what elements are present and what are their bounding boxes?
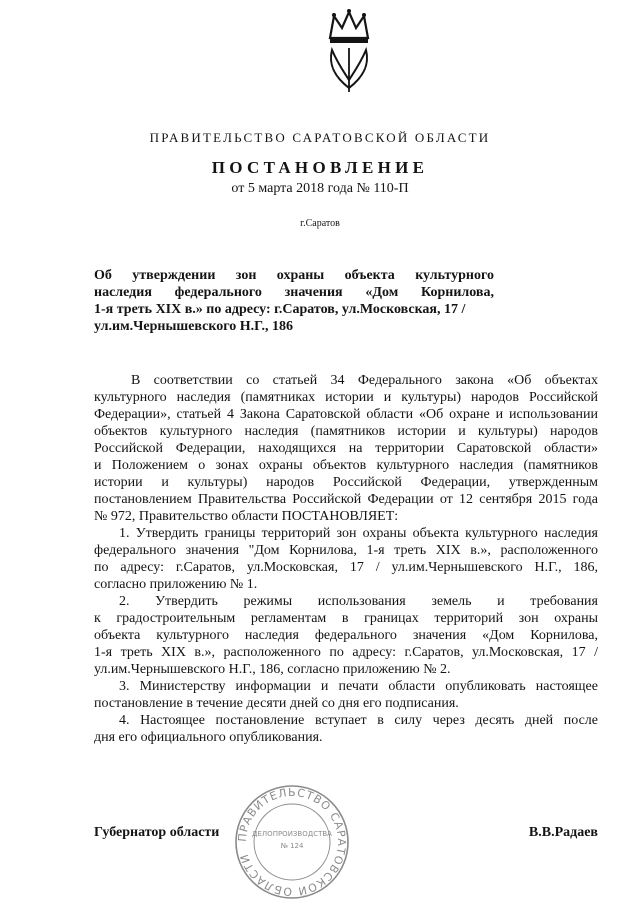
text-line: федерального значения "Дом Корнилова, 1-я треть XIX в.», расположенного [94,543,598,558]
document-type: ПОСТАНОВЛЕНИЕ [211,158,429,177]
text-line: постановление в течение десяти дней со дня его подписания. [94,696,459,711]
text-line: к градостроительным регламентам в границах территорий зон охраны [94,611,598,626]
text-line: дня его официального опубликования. [94,730,323,745]
text-line: 2. Утвердить режимы использования земель и требования [119,594,598,609]
text-line: объектов культурного наследия (памятников истории и культуры) народов [94,424,598,439]
text-line: В соответствии со статьей 34 Федерального закона «Об объектах [131,373,598,388]
coat-of-arms-emblem [320,8,378,94]
text-line: согласно приложению № 1. [94,577,258,592]
text-line: Федерации», статьей 4 Закона Саратовской области «Об охране и использовании [94,407,598,422]
text-line: по адресу: г.Саратов, ул.Московская, 17 / ул.им.Чернышевского Н.Г., 186, [94,560,598,575]
text-line: культурного наследия (памятниках истории и культуры) народов Российской [94,390,598,405]
subject-line: ул.им.Чернышевского Н.Г., 186 [94,319,293,334]
item-2-paragraph [94,593,598,678]
text-line: и Положением о зонах охраны объектов культурного наследия (памятников [94,458,598,473]
subject-line: наследия федерального значения «Дом Корнилова, [94,285,494,300]
signatory-name: В.В.Радаев [528,825,598,840]
subject-line: 1-я треть XIX в.» по адресу: г.Саратов, ул.Московская, 17 / [94,302,466,317]
subject-line: Об утверждении зон охраны объекта культурного [94,268,494,283]
stamp-inner-line: № 124 [280,842,304,850]
text-line: объекта культурного наследия федерального значения «Дом Корнилова, [94,628,598,643]
text-line: 1. Утвердить границы территорий зон охраны объекта культурного наследия [119,526,598,541]
item-1-paragraph [94,525,598,593]
text-line: 1-я треть XIX в.», расположенного по адресу: г.Саратов, ул.Московская, 17 / [94,645,598,660]
item-4-paragraph [94,712,598,746]
text-line: 3. Министерству информации и печати области опубликовать настоящее [119,679,598,694]
stamp-inner-line: ДЕЛОПРОИЗВОДСТВА [252,830,332,838]
text-line: истории и культуры) народов Российской Федерации, утвержденным [94,475,598,490]
text-line: Российской Федерации, находящихся на территории Саратовской области» [94,441,598,456]
item-3-paragraph [94,678,598,712]
text-line: 4. Настоящее постановление вступает в силу через десять дней после [119,713,598,728]
text-line: ул.им.Чернышевского Н.Г., 186, согласно приложению № 2. [94,662,451,677]
date-number: от 5 марта 2018 года № 110-П [231,181,409,196]
government-name: ПРАВИТЕЛЬСТВО САРАТОВСКОЙ ОБЛАСТИ [149,130,491,145]
document-subject [94,267,494,335]
text-line: постановлением Правительства Российской Федерации от 12 сентября 2015 года [94,492,598,507]
city: г.Саратов [300,218,340,229]
preamble-paragraph [94,372,598,525]
stamp-ring-text: ПРАВИТЕЛЬСТВО САРАТОВСКОЙ ОБЛАСТИ [235,785,349,899]
text-line: № 972, Правительство области ПОСТАНОВЛЯЕТ: [94,509,399,524]
signatory-position: Губернатор области [94,825,220,840]
document-body [94,372,598,746]
official-stamp [232,782,352,902]
